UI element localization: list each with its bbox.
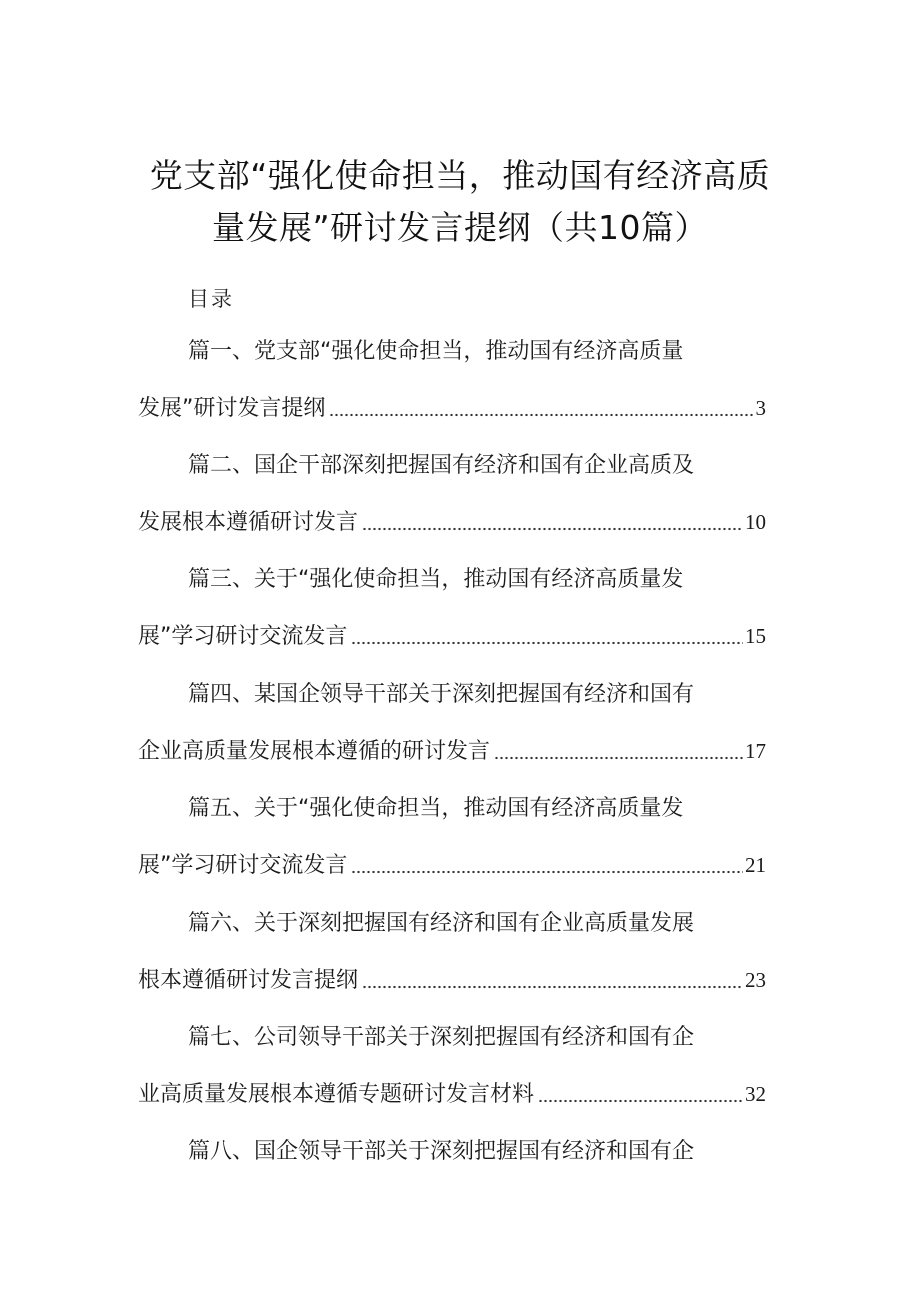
toc-heading: 目录	[188, 287, 234, 311]
dot-leader	[351, 870, 743, 874]
toc-entry-2-line2[interactable]	[138, 507, 766, 538]
toc-entry-3-text: 展”学习研讨交流发言	[138, 624, 348, 649]
toc-entry-3-page: 15	[745, 624, 766, 648]
title-line-1: 党支部“强化使命担当，推动国有经济高质	[149, 156, 771, 195]
toc-entry-5-line2[interactable]	[138, 850, 766, 881]
toc-entry-7-text: 业高质量发展根本遵循专题研讨发言材料	[138, 1082, 535, 1107]
toc-entry-4-text: 企业高质量发展根本遵循的研讨发言	[138, 739, 491, 764]
dot-leader	[494, 756, 743, 760]
dot-leader	[538, 1099, 743, 1103]
toc-entry-7-line2[interactable]	[138, 1079, 766, 1110]
toc-entry-5-text: 展”学习研讨交流发言	[138, 853, 348, 878]
toc-entry-4-line2[interactable]	[138, 736, 766, 767]
toc-entry-6-text: 根本遵循研讨发言提纲	[138, 968, 359, 993]
toc-entry-8-line1[interactable]: 篇八、国企领导干部关于深刻把握国有经济和国有企	[188, 1139, 695, 1164]
toc-entry-6-line1[interactable]: 篇六、关于深刻把握国有经济和国有企业高质量发展	[188, 911, 695, 936]
toc-entry-1-page: 3	[755, 396, 766, 420]
toc-entry-4-line1[interactable]: 篇四、某国企领导干部关于深刻把握国有经济和国有	[188, 682, 695, 707]
toc-entry-2-page: 10	[745, 510, 766, 534]
dot-leader	[329, 413, 753, 417]
toc-entry-7-page: 32	[745, 1082, 766, 1106]
toc-entry-7-line1[interactable]: 篇七、公司领导干部关于深刻把握国有经济和国有企	[188, 1025, 695, 1050]
toc-entry-6-page: 23	[745, 968, 766, 992]
toc-entry-1-line2[interactable]	[138, 393, 766, 424]
toc-entry-3-line1[interactable]: 篇三、关于“强化使命担当，推动国有经济高质量发	[188, 567, 684, 592]
toc-entry-1-line1[interactable]: 篇一、党支部“强化使命担当，推动国有经济高质量	[188, 339, 684, 364]
toc-entry-3-line2[interactable]	[138, 621, 766, 652]
toc-entry-5-line1[interactable]: 篇五、关于“强化使命担当，推动国有经济高质量发	[188, 796, 684, 821]
toc-entry-2-text: 发展根本遵循研讨发言	[138, 510, 359, 535]
title-line-2: 量发展”研讨发言提纲（共10篇）	[211, 208, 709, 247]
toc-entry-5-page: 21	[745, 853, 766, 877]
toc-entry-1-text: 发展”研讨发言提纲	[138, 396, 326, 421]
toc-entry-4-page: 17	[745, 739, 766, 763]
dot-leader	[362, 527, 743, 531]
toc-entry-6-line2[interactable]	[138, 965, 766, 996]
toc-entry-2-line1[interactable]: 篇二、国企干部深刻把握国有经济和国有企业高质及	[188, 453, 695, 478]
dot-leader	[362, 985, 743, 989]
dot-leader	[351, 641, 743, 645]
